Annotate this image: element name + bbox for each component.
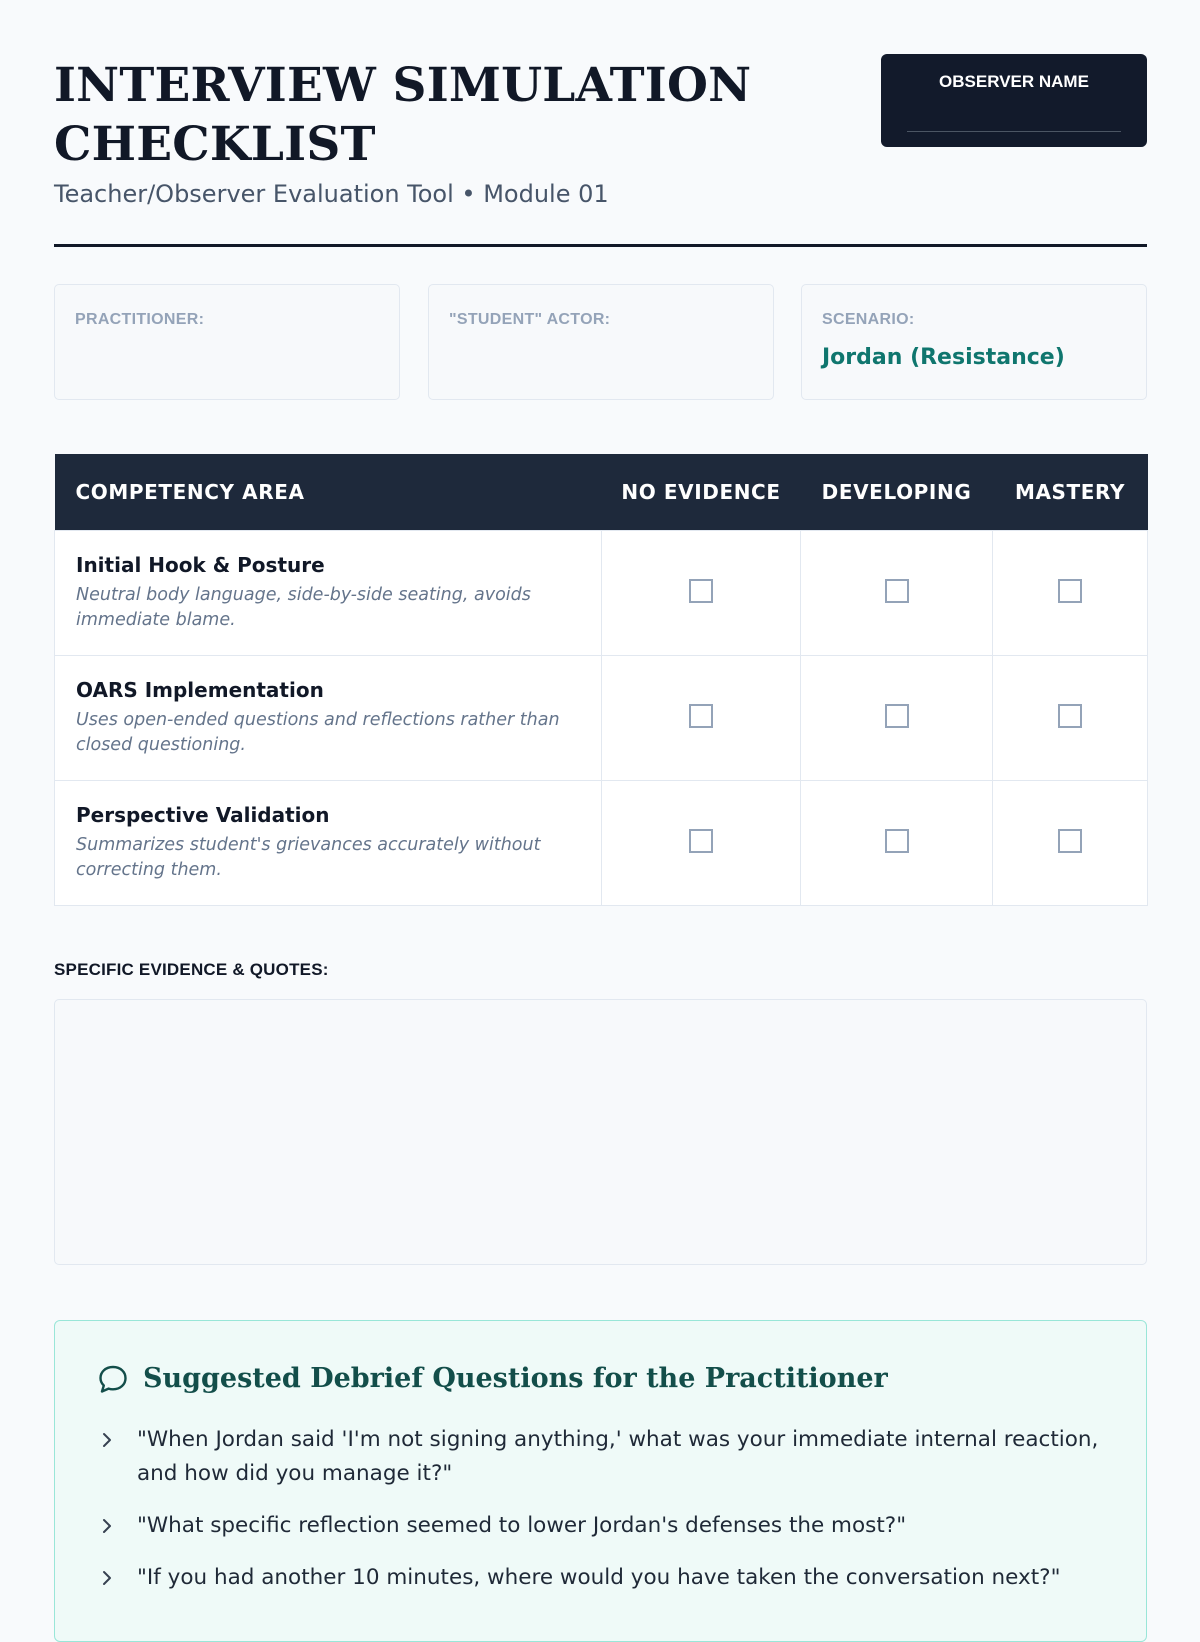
mastery-checkbox[interactable] [1058,829,1082,853]
debrief-question-text: "When Jordan said 'I'm not signing anything,' what was your immediate internal reaction, and how did you manage it?" [137,1427,1099,1486]
chevron-right-icon [99,1570,115,1586]
table-row [55,781,1148,906]
chevron-right-icon [99,1432,115,1448]
no-evidence-cell [602,781,801,906]
column-header-competency: COMPETENCY AREA [55,454,602,531]
column-header-mastery: MASTERY [993,454,1148,531]
no-evidence-checkbox[interactable] [689,704,713,728]
checklist-page [54,0,1147,1590]
student-actor-field[interactable] [428,284,774,400]
column-header-developing: DEVELOPING [801,454,993,531]
debrief-title: Suggested Debrief Questions for the Practitioner [143,1363,888,1394]
competency-cell [55,656,602,781]
header [54,0,1147,247]
observer-name-label: OBSERVER NAME [939,72,1089,91]
student-actor-label: "STUDENT" ACTOR: [449,311,611,328]
observer-name-line[interactable] [907,131,1121,132]
mastery-cell [993,781,1148,906]
competency-title: Initial Hook & Posture [76,553,325,577]
table-header-row [55,454,1148,531]
competency-title: Perspective Validation [76,803,330,827]
scenario-field[interactable] [801,284,1147,400]
page-subtitle: Teacher/Observer Evaluation Tool • Module 01 [54,180,609,208]
developing-cell [801,781,993,906]
chat-bubble-icon [97,1363,129,1395]
debrief-question-list [97,1423,1107,1613]
practitioner-field[interactable] [54,284,400,400]
competency-cell [55,781,602,906]
competency-description: Summarizes student's grievances accurately without correcting them. [76,835,541,880]
developing-cell [801,656,993,781]
evidence-textarea[interactable] [54,999,1147,1265]
practitioner-label: PRACTITIONER: [75,311,205,328]
competency-cell [55,531,602,656]
observer-name-field[interactable] [881,54,1147,147]
developing-checkbox[interactable] [885,829,909,853]
competency-table [54,454,1148,906]
chevron-right-icon [99,1518,115,1534]
mastery-cell [993,656,1148,781]
competency-description: Uses open-ended questions and reflections rather than closed questioning. [76,710,560,755]
no-evidence-cell [602,531,801,656]
scenario-value[interactable]: Jordan (Resistance) [822,345,1065,370]
debrief-question [97,1561,1107,1595]
mastery-checkbox[interactable] [1058,579,1082,603]
column-header-no-evidence: NO EVIDENCE [602,454,801,531]
mastery-cell [993,531,1148,656]
developing-checkbox[interactable] [885,579,909,603]
debrief-question-text: "What specific reflection seemed to lower Jordan's defenses the most?" [137,1513,907,1538]
debrief-question [97,1509,1107,1543]
debrief-panel [54,1320,1147,1642]
developing-checkbox[interactable] [885,704,909,728]
scenario-label: SCENARIO: [822,311,915,328]
competency-description: Neutral body language, side-by-side seating, avoids immediate blame. [76,585,531,630]
table-row [55,656,1148,781]
debrief-question-text: "If you had another 10 minutes, where would you have taken the conversation next?" [137,1565,1061,1590]
evidence-label: SPECIFIC EVIDENCE & QUOTES: [54,960,329,979]
debrief-question [97,1423,1107,1491]
table-row [55,531,1148,656]
page-title: INTERVIEW SIMULATION CHECKLIST [54,58,752,172]
session-info [54,284,1147,400]
no-evidence-checkbox[interactable] [689,579,713,603]
no-evidence-cell [602,656,801,781]
competency-title: OARS Implementation [76,678,324,702]
developing-cell [801,531,993,656]
competency-table-wrapper [54,454,1147,906]
no-evidence-checkbox[interactable] [689,829,713,853]
mastery-checkbox[interactable] [1058,704,1082,728]
